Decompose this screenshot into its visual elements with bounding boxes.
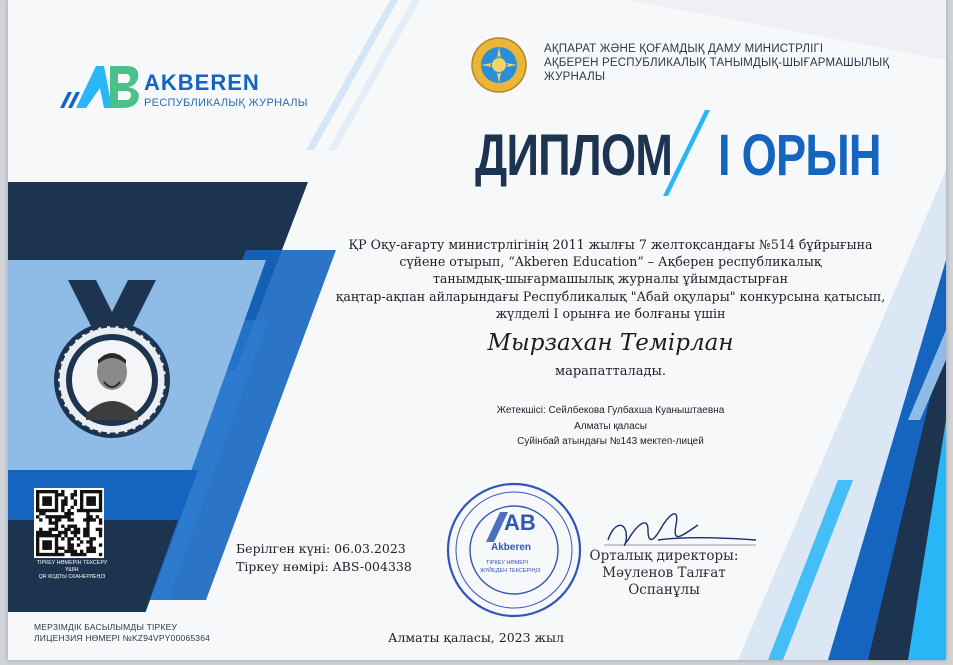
description-line: ҚР Оқу-ағарту министрлігінің 2011 жылғы 7 желтоқсандағы №514 бұйрығына	[348, 237, 873, 252]
registration-number: Тіркеу нөмірі: ABS-004338	[236, 559, 412, 574]
issue-info	[236, 540, 412, 576]
awarded-text: марапатталады.	[555, 364, 666, 379]
recipient-info	[308, 403, 913, 450]
medal-badge-icon	[54, 322, 170, 438]
director-block	[574, 548, 754, 599]
director-signature-icon	[608, 514, 756, 545]
city-line: Алматы қаласы	[574, 420, 647, 432]
school-line: Суйінбай атындағы №143 мектеп-лицей	[517, 436, 704, 447]
supervisor-line: Жетекшісі: Сейлбекова Гулбахша Куаныштаевна	[496, 405, 725, 416]
qr-caption	[32, 560, 112, 581]
description-line: сүйене отырып, “Akberen Education” – Ақберен республикалық	[399, 254, 822, 270]
license-info	[34, 622, 210, 644]
director-name: Мәуленов Талғат Оспанұлы	[602, 565, 726, 598]
svg-text:AB: AB	[504, 510, 536, 535]
logo-subtitle: РЕСПУБЛИКАЛЫҚ ЖУРНАЛЫ	[144, 97, 308, 109]
qr-code-icon[interactable]	[34, 488, 104, 558]
journal-line: АҚБЕРЕН РЕСПУБЛИКАЛЫҚ ТАНЫМДЫҚ-ШЫҒАРМАШЫЛЫҚ ЖУРНАЛЫ	[544, 57, 890, 83]
description-line: қаңтар-ақпан айларындағы Республикалық "Абай оқулары" конкурсына қатысып,	[335, 288, 886, 304]
place-title: І ОРЫН	[718, 123, 881, 188]
license-line: МЕРЗІМДІК БАСЫЛЫМДЫ ТІРКЕУ	[34, 622, 178, 632]
city-year: Алматы қаласы, 2023 жыл	[388, 630, 564, 645]
description-line: танымдық-шығармашылық журналы ұйымдастырған	[432, 271, 789, 287]
qr-caption-line: QR КОДТЫ СКАНЕРЛЕҢІЗ	[38, 574, 106, 580]
diploma-title: ДИПЛОМ	[475, 123, 673, 188]
akberen-logo-icon	[58, 62, 142, 110]
license-number: ЛИЦЕНЗИЯ НӨМЕРІ №KZ94VPY00065364	[34, 633, 211, 643]
state-emblem-icon	[470, 36, 528, 94]
diploma-certificate	[8, 0, 946, 660]
award-description	[308, 236, 913, 322]
svg-text:ТІРКЕУ НӨМЕРІ: ТІРКЕУ НӨМЕРІ	[486, 560, 529, 566]
svg-text:Akberen: Akberen	[491, 542, 532, 553]
official-stamp-icon	[448, 484, 580, 616]
description-line: жүлделі І орынға ие болғаны үшін	[495, 305, 726, 321]
recipient-name: Мырзахан Темірлан	[487, 330, 734, 356]
svg-text:ЖҮЙЕДЕН ТЕКСЕРІҢІЗ: ЖҮЙЕДЕН ТЕКСЕРІҢІЗ	[480, 568, 541, 574]
ministry-header	[544, 42, 946, 84]
logo-wordmark: AKBEREN	[144, 70, 260, 95]
issue-date: Берілген күні: 06.03.2023	[236, 541, 406, 556]
qr-caption-line: ТІРКЕУ НӨМЕРІН ТЕКСЕРУ ҮШІН	[36, 560, 108, 573]
ministry-line: АҚПАРАТ ЖӘНЕ ҚОҒАМДЫҚ ДАМУ МИНИСТРЛІГІ	[544, 43, 824, 55]
director-title: Орталық директоры:	[589, 548, 739, 564]
